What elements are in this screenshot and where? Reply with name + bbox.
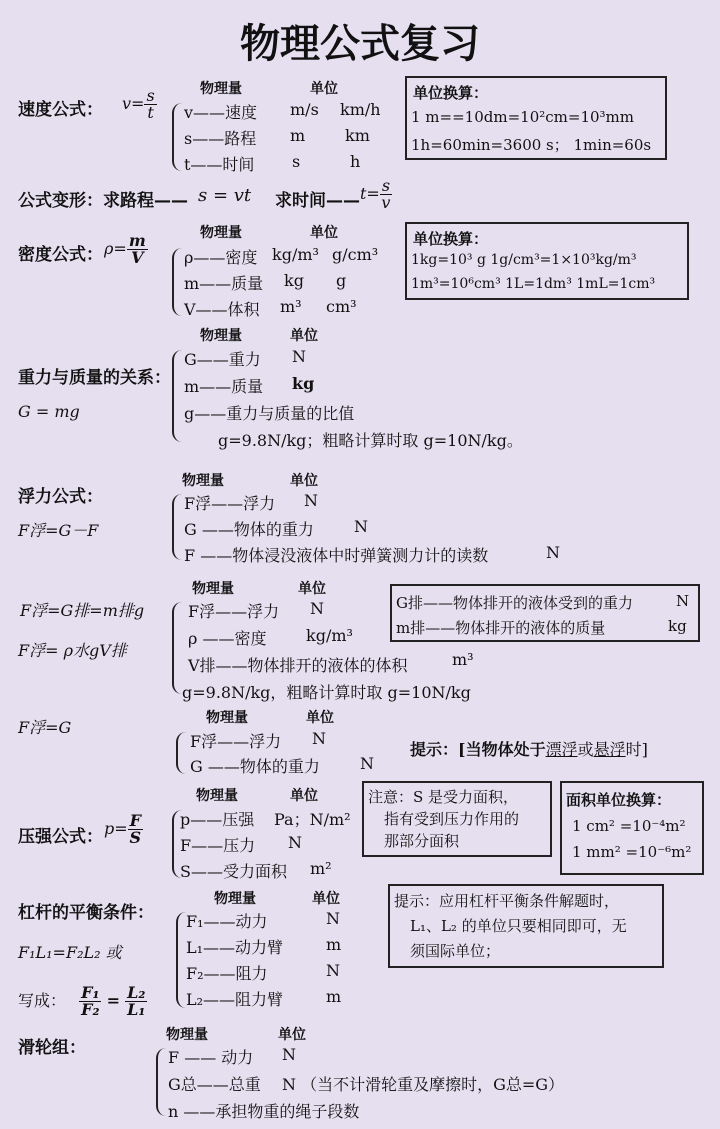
- density-row-2-u1: m³: [280, 297, 302, 316]
- density-box-title: 单位换算：: [413, 230, 489, 248]
- speed-col-unit: 单位: [310, 81, 338, 97]
- lever-col-unit: 单位: [312, 891, 340, 907]
- pulley-row-1-u1: N （当不计滑轮重及摩擦时，G总=G）: [282, 1075, 565, 1094]
- buoy1-row-1-u1: N: [354, 517, 368, 536]
- pressure-row-2-u1: m²: [310, 859, 332, 878]
- speed-row-1-u2: km: [345, 126, 370, 145]
- speed-heading: 速度公式：: [18, 100, 103, 120]
- buoy3-row-0: F浮——浮力: [190, 732, 282, 751]
- buoy3-row-0-u1: N: [312, 729, 326, 748]
- buoy2-box-line-0-u: N: [676, 592, 690, 610]
- density-formula: ρ= $\frac{m}{V}$: [104, 231, 146, 267]
- gravity-col-qty: 物理量: [200, 328, 242, 344]
- pulley-row-0: F —— 动力: [168, 1048, 254, 1067]
- lever-formula: F₁L₁=F₂L₂ 或: [18, 943, 122, 962]
- buoy2-box-line-1: m排——物体排开的液体的质量: [396, 619, 606, 637]
- gravity-brace: [172, 350, 184, 442]
- speed-row-0-u1: m/s: [290, 100, 319, 119]
- buoy1-col-qty: 物理量: [182, 473, 224, 489]
- speed-row-1: s——路程: [184, 129, 257, 148]
- lever-row-1-u1: m: [326, 935, 342, 954]
- pulley-row-1: G总——总重: [168, 1075, 261, 1094]
- buoy3-brace: [176, 732, 188, 774]
- area-unit-box: [560, 781, 704, 875]
- transform-label2: 求时间——: [275, 191, 360, 211]
- pulley-row-0-u1: N: [282, 1045, 296, 1064]
- pressure-row-0-u1: Pa；N/m²: [274, 810, 351, 829]
- lever-heading: 杠杆的平衡条件：: [18, 903, 154, 923]
- lever-col-qty: 物理量: [214, 891, 256, 907]
- buoy2-box: [390, 584, 700, 642]
- buoy3-col-unit: 单位: [306, 710, 334, 726]
- gravity-col-unit: 单位: [290, 328, 318, 344]
- buoy1-row-2: F ——物体浸没液体中时弹簧测力计的读数: [184, 546, 489, 565]
- speed-row-2-u1: s: [292, 152, 301, 171]
- density-brace: [172, 248, 184, 316]
- buoy1-row-1: G ——物体的重力: [184, 520, 314, 539]
- buoy2-col-qty: 物理量: [192, 581, 234, 597]
- buoy2-row-2-u1: m³: [452, 650, 474, 669]
- buoy1-row-0: F浮——浮力: [184, 494, 276, 513]
- density-heading: 密度公式：: [18, 245, 103, 265]
- lever-row-2: F₂——阻力: [186, 964, 268, 983]
- gravity-heading: 重力与质量的关系：: [18, 368, 171, 388]
- pressure-row-0: p——压强: [180, 810, 255, 829]
- speed-unit-box: [405, 76, 667, 160]
- buoy1-row-0-u1: N: [304, 491, 318, 510]
- buoy2-box-line-0: G排——物体排开的液体受到的重力: [396, 594, 633, 612]
- density-box-line-1: 1m³=10⁶cm³ 1L=1dm³ 1mL=1cm³: [411, 276, 656, 292]
- density-row-2-u2: cm³: [326, 297, 357, 316]
- speed-row-0: v——速度: [184, 103, 258, 122]
- buoy3-col-qty: 物理量: [206, 710, 248, 726]
- lever-row-0: F₁——动力: [186, 912, 268, 931]
- pressure-heading: 压强公式：: [18, 827, 103, 847]
- buoy2-col-unit: 单位: [298, 581, 326, 597]
- buoy2-box-line-1-u: kg: [668, 617, 687, 635]
- pulley-heading: 滑轮组：: [18, 1038, 86, 1058]
- pressure-col-qty: 物理量: [196, 788, 238, 804]
- transform-f1: s = vt: [198, 185, 252, 206]
- area-box-line-1: 1 mm² =10⁻⁶m²: [572, 843, 692, 861]
- density-col-qty: 物理量: [200, 225, 242, 241]
- buoy2-formula-1: F浮=G排=m排g: [20, 601, 145, 620]
- pressure-formula: p= $\frac{F}{S}$: [104, 811, 142, 847]
- speed-row-1-u1: m: [290, 126, 306, 145]
- pressure-note-line-1: 指有受到压力作用的: [384, 810, 520, 828]
- density-row-1-u1: kg: [284, 271, 304, 290]
- density-row-0: ρ——密度: [184, 248, 258, 267]
- lever-row-2-u1: N: [326, 961, 340, 980]
- buoy2-row-1: ρ ——密度: [188, 629, 267, 648]
- buoy1-heading: 浮力公式：: [18, 487, 103, 507]
- pressure-note-box: [362, 781, 552, 857]
- density-row-0-u2: g/cm³: [332, 245, 379, 264]
- lever-tip-line-1: L₁、L₂ 的单位只要相同即可，无: [410, 917, 627, 935]
- lever-write: 写成： $\frac{\text{F₁}}{\text{F₂}}$ = $\frac{\text{L₂}}{\text{L₁}}$: [18, 983, 146, 1019]
- lever-tip-line-0: 提示：应用杠杆平衡条件解题时，: [394, 892, 620, 910]
- gravity-note: g=9.8N/kg；粗略计算时取 g=10N/kg。: [218, 431, 523, 450]
- speed-formula: v= $\frac{s}{t}$: [122, 86, 155, 122]
- buoy2-formula-2: F浮= ρ水gV排: [18, 641, 127, 660]
- buoy2-note: g=9.8N/kg，粗略计算时取 g=10N/kg: [182, 683, 471, 702]
- density-row-2: V——体积: [184, 300, 260, 319]
- lever-row-3-u1: m: [326, 987, 342, 1006]
- pressure-note-line-0: 注意：S 是受力面积，: [368, 788, 519, 806]
- speed-col-qty: 物理量: [200, 81, 242, 97]
- speed-row-2-u2: h: [350, 152, 361, 171]
- pressure-col-unit: 单位: [290, 788, 318, 804]
- transform-f2: t= $\frac{s}{v}$: [360, 176, 391, 212]
- density-box-line-0: 1kg=10³ g 1g/cm³=1×10³kg/m³: [411, 252, 637, 268]
- speed-box-line-0: 1 m==10dm=10²cm=10³mm: [411, 108, 634, 126]
- gravity-row-1-u1: kg: [292, 374, 315, 393]
- density-col-unit: 单位: [310, 225, 338, 241]
- buoy2-row-2: V排——物体排开的液体的体积: [188, 656, 408, 675]
- pulley-col-qty: 物理量: [166, 1027, 208, 1043]
- gravity-row-1: m——质量: [184, 377, 264, 396]
- speed-row-2: t——时间: [184, 155, 255, 174]
- transform-label: 公式变形：求路程——: [18, 191, 188, 211]
- pressure-row-1: F——压力: [180, 836, 256, 855]
- density-row-0-u1: kg/m³: [272, 245, 319, 264]
- lever-row-0-u1: N: [326, 909, 340, 928]
- buoy1-brace: [172, 494, 184, 560]
- pressure-row-1-u1: N: [288, 833, 302, 852]
- density-row-1-u2: g: [336, 271, 347, 290]
- pressure-note-line-2: 那部分面积: [384, 832, 460, 850]
- buoy3-row-1: G ——物体的重力: [190, 757, 320, 776]
- lever-tip-box: [388, 884, 664, 968]
- gravity-row-2: g——重力与质量的比值: [184, 404, 355, 423]
- speed-brace: [172, 103, 184, 171]
- buoy3-tip: 提示：[当物体处于漂浮或悬浮时]: [410, 740, 648, 759]
- page-title: 物理公式复习: [240, 21, 480, 67]
- pulley-brace: [156, 1048, 168, 1116]
- pressure-row-2: S——受力面积: [180, 862, 287, 881]
- density-unit-box: [405, 222, 689, 300]
- buoy1-col-unit: 单位: [290, 473, 318, 489]
- area-box-title: 面积单位换算：: [566, 791, 672, 809]
- area-box-line-0: 1 cm² =10⁻⁴m²: [572, 817, 686, 835]
- lever-row-3: L₂——阻力臂: [186, 990, 284, 1009]
- gravity-formula: G = mg: [18, 402, 80, 421]
- pulley-col-unit: 单位: [278, 1027, 306, 1043]
- speed-row-0-u2: km/h: [340, 100, 381, 119]
- buoy1-row-2-u1: N: [546, 543, 560, 562]
- buoy1-formula: F浮=G－F: [18, 521, 99, 540]
- buoy2-row-1-u1: kg/m³: [306, 626, 353, 645]
- density-row-1: m——质量: [184, 274, 264, 293]
- pulley-row-2: n ——承担物重的绳子段数: [168, 1102, 360, 1121]
- lever-tip-line-2: 须国际单位；: [410, 942, 501, 960]
- buoy3-formula: F浮=G: [18, 718, 72, 737]
- buoy2-row-0: F浮——浮力: [188, 602, 280, 621]
- buoy3-row-1-u1: N: [360, 754, 374, 773]
- speed-box-title: 单位换算：: [413, 84, 489, 102]
- buoy2-row-0-u1: N: [310, 599, 324, 618]
- gravity-row-0-u1: N: [292, 347, 306, 366]
- lever-row-1: L₁——动力臂: [186, 938, 284, 957]
- gravity-row-0: G——重力: [184, 350, 261, 369]
- speed-box-line-1: 1h=60min=3600 s； 1min=60s: [411, 136, 652, 154]
